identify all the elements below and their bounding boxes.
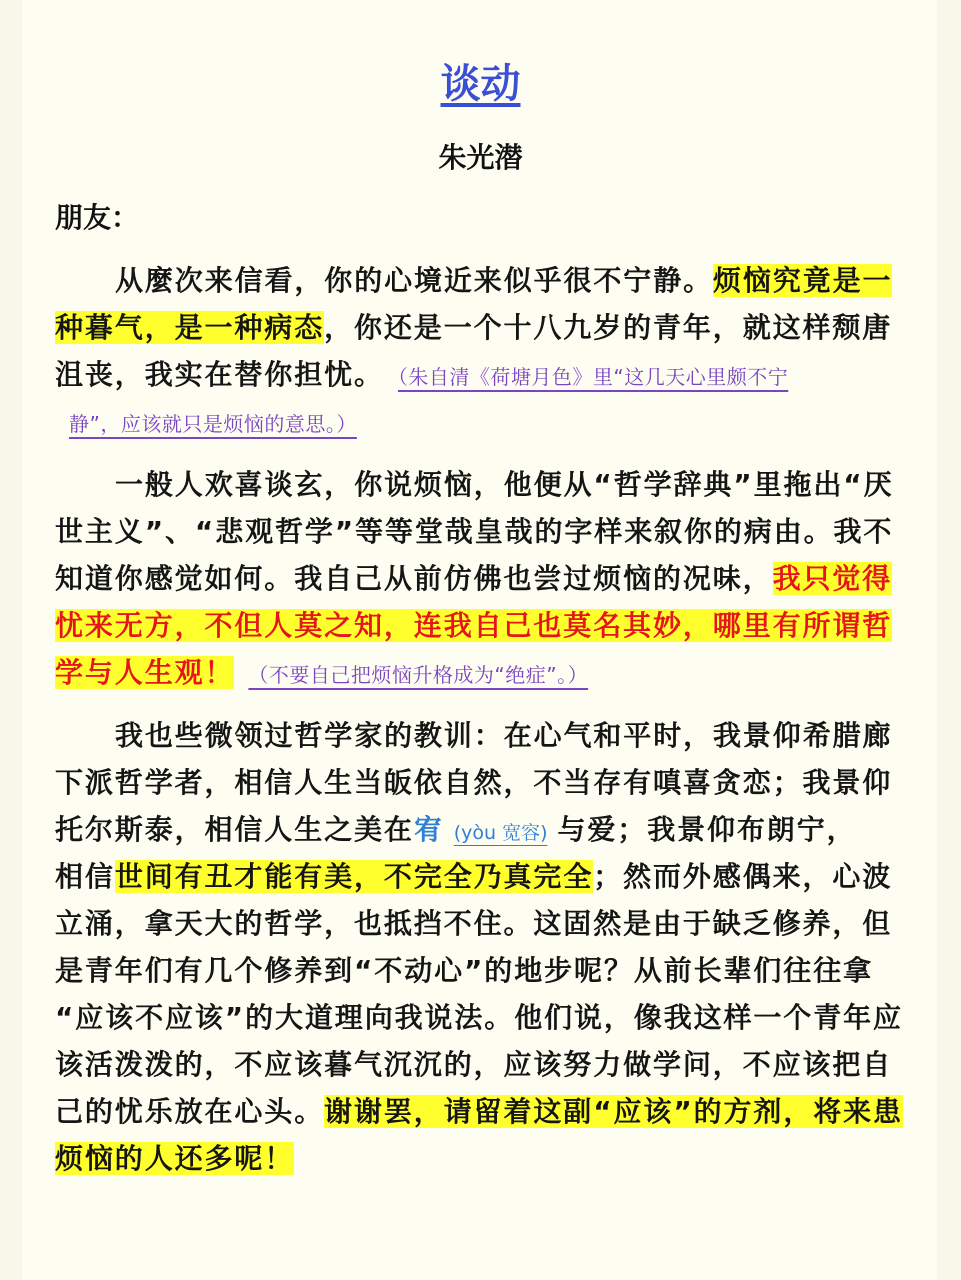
- red-highlighted-text: 忧来无方，不但人莫之知，连我自己也莫名其妙，哪里有所谓哲: [55, 609, 893, 642]
- highlighted-text: 世间有丑才能有美，不完全乃真完全: [114, 860, 594, 893]
- paragraph: [55, 461, 915, 696]
- text-line: [55, 602, 915, 649]
- body-text: 托尔斯泰，相信人生之美在: [55, 813, 414, 846]
- highlighted-text: 种暮气，是一种病态: [55, 311, 325, 344]
- text-line: [55, 712, 915, 759]
- text-line: [55, 994, 915, 1041]
- text-line: [55, 806, 915, 853]
- body-text: 沮丧，我实在替你担忧。: [55, 358, 384, 391]
- text-line: [55, 853, 915, 900]
- text-line: [55, 555, 915, 602]
- article-title: 谈动: [440, 61, 521, 107]
- body-text: 世主义”、“悲观哲学”等等堂哉皇哉的字样来叙你的病由。我不: [55, 515, 894, 548]
- pinyin-gloss: (yòu 宽容): [453, 822, 548, 844]
- body-text: 立涌，拿天大的哲学，也抵挡不住。这固然是由于缺乏修养，但: [55, 907, 893, 940]
- paragraph: [55, 712, 915, 1182]
- highlighted-text: 烦恼究竟是一: [713, 264, 893, 297]
- text-line: [55, 351, 915, 398]
- annotation-note: （朱自清《荷塘月色》里“这几天心里颇不宁: [397, 365, 789, 389]
- red-highlighted-text: 学与人生观！: [55, 656, 235, 689]
- text-line: [55, 947, 915, 994]
- text-line: [55, 398, 915, 445]
- text-line: [55, 1088, 915, 1135]
- body-text: 己的忧乐放在心头。: [55, 1095, 325, 1128]
- letter-body: [55, 257, 915, 1198]
- body-text: ；然而外感偶来，心波: [593, 860, 893, 893]
- greeting: 朋友：: [55, 201, 140, 234]
- body-text: 知道你感觉如何。我自己从前仿佛也尝过烦恼的况味，: [55, 562, 773, 595]
- annotation-note: 静”，应该就只是烦恼的意思。）: [69, 412, 357, 436]
- body-text: 该活泼泼的，不应该暮气沉沉的，应该努力做学问，不应该把自: [55, 1048, 893, 1081]
- text-line: [55, 304, 915, 351]
- text-line: [55, 508, 915, 555]
- text-line: [55, 257, 915, 304]
- red-highlighted-text: 我只觉得: [772, 562, 893, 595]
- paragraph: [55, 257, 915, 445]
- body-text: 我也些微领过哲学家的教训：在心气和平时，我景仰希腊廊: [115, 719, 893, 752]
- body-text: 与爱；我景仰布朗宁，: [557, 813, 857, 846]
- body-text: ，你还是一个十八九岁的青年，就这样颓唐: [324, 311, 893, 344]
- body-text: 一般人欢喜谈玄，你说烦恼，他便从“哲学辞典”里拖出“厌: [115, 468, 894, 501]
- author-name: 朱光潜: [438, 141, 523, 174]
- body-text: 下派哲学者，相信人生当皈依自然，不当存有嗔喜贪恋；我景仰: [55, 766, 893, 799]
- highlighted-text: 谢谢罢，请留着这副“应该”的方剂，将来患: [324, 1095, 903, 1128]
- body-text: 是青年们有几个修养到“不动心”的地步呢？从前长辈们往往拿: [55, 954, 874, 987]
- text-line: [55, 759, 915, 806]
- text-line: [55, 461, 915, 508]
- body-text: 从麼次来信看，你的心境近来似乎很不宁静。: [115, 264, 714, 297]
- text-line: [55, 1041, 915, 1088]
- annotation-note: （不要自己把烦恼升格成为“绝症”。）: [248, 663, 589, 687]
- text-line: [55, 900, 915, 947]
- highlighted-text: 烦恼的人还多呢！: [55, 1142, 295, 1175]
- text-line: [55, 649, 915, 696]
- body-text: “应该不应该”的大道理向我说法。他们说，像我这样一个青年应: [55, 1001, 903, 1034]
- text-line: [55, 1135, 915, 1182]
- blue-word: 宥: [413, 813, 444, 846]
- body-text: 相信: [55, 860, 115, 893]
